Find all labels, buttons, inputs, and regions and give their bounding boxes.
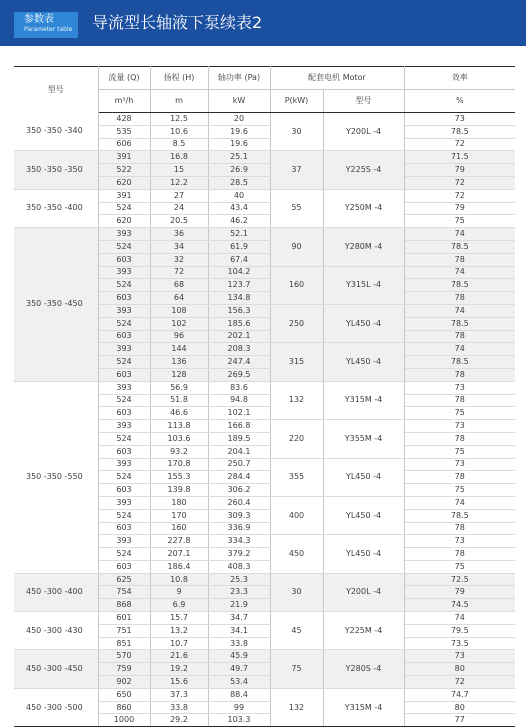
flow-cell: 393 bbox=[98, 266, 150, 279]
efficiency-cell: 78 bbox=[404, 253, 515, 266]
power-cell: 379.2 bbox=[208, 548, 270, 561]
power-cell: 408.3 bbox=[208, 560, 270, 573]
head-cell: 170 bbox=[150, 509, 208, 522]
model-cell: 350 -350 -340 bbox=[14, 113, 98, 151]
head-cell: 34 bbox=[150, 240, 208, 253]
efficiency-cell: 78 bbox=[404, 471, 515, 484]
efficiency-cell: 78.5 bbox=[404, 356, 515, 369]
head-cell: 108 bbox=[150, 304, 208, 317]
efficiency-cell: 72 bbox=[404, 176, 515, 189]
efficiency-cell: 74.7 bbox=[404, 688, 515, 701]
motor-power-cell: 160 bbox=[270, 266, 323, 304]
head-cell: 170.8 bbox=[150, 458, 208, 471]
motor-power-cell: 250 bbox=[270, 304, 323, 342]
flow-cell: 522 bbox=[98, 164, 150, 177]
power-cell: 53.4 bbox=[208, 676, 270, 689]
efficiency-cell: 79 bbox=[404, 202, 515, 215]
col-header-motor: 配套电机 Motor bbox=[270, 67, 404, 90]
table-header-row bbox=[14, 67, 515, 90]
unit-power: kW bbox=[208, 90, 270, 113]
efficiency-cell: 73 bbox=[404, 420, 515, 433]
power-cell: 26.9 bbox=[208, 164, 270, 177]
pump-parameter-table bbox=[14, 66, 515, 727]
col-header-model: 型号 bbox=[14, 67, 98, 113]
efficiency-cell: 78 bbox=[404, 292, 515, 305]
efficiency-cell: 78 bbox=[404, 432, 515, 445]
head-cell: 227.8 bbox=[150, 535, 208, 548]
head-cell: 180 bbox=[150, 496, 208, 509]
head-cell: 13.2 bbox=[150, 624, 208, 637]
efficiency-cell: 72.5 bbox=[404, 573, 515, 586]
efficiency-cell: 74 bbox=[404, 304, 515, 317]
unit-flow: m³/h bbox=[98, 90, 150, 113]
flow-cell: 625 bbox=[98, 573, 150, 586]
motor-power-cell: 90 bbox=[270, 228, 323, 266]
power-cell: 25.1 bbox=[208, 151, 270, 164]
model-cell: 450 -300 -430 bbox=[14, 612, 98, 650]
head-cell: 93.2 bbox=[150, 445, 208, 458]
efficiency-cell: 73.5 bbox=[404, 637, 515, 650]
head-cell: 113.8 bbox=[150, 420, 208, 433]
motor-power-cell: 355 bbox=[270, 458, 323, 496]
efficiency-cell: 75 bbox=[404, 445, 515, 458]
motor-model-cell: YL450 -4 bbox=[323, 343, 404, 381]
power-cell: 247.4 bbox=[208, 356, 270, 369]
efficiency-cell: 72 bbox=[404, 138, 515, 151]
power-cell: 156.3 bbox=[208, 304, 270, 317]
power-cell: 103.3 bbox=[208, 714, 270, 727]
flow-cell: 524 bbox=[98, 202, 150, 215]
power-cell: 189.5 bbox=[208, 432, 270, 445]
model-cell: 450 -300 -500 bbox=[14, 688, 98, 726]
motor-model-cell: Y315M -4 bbox=[323, 688, 404, 726]
table-row bbox=[14, 113, 515, 126]
flow-cell: 603 bbox=[98, 253, 150, 266]
parameter-table-badge bbox=[14, 12, 78, 38]
motor-model-cell: YL450 -4 bbox=[323, 496, 404, 534]
efficiency-cell: 79.5 bbox=[404, 624, 515, 637]
head-cell: 56.9 bbox=[150, 381, 208, 394]
flow-cell: 428 bbox=[98, 113, 150, 126]
head-cell: 36 bbox=[150, 228, 208, 241]
flow-cell: 620 bbox=[98, 176, 150, 189]
power-cell: 83.6 bbox=[208, 381, 270, 394]
efficiency-cell: 74 bbox=[404, 266, 515, 279]
efficiency-cell: 72 bbox=[404, 676, 515, 689]
flow-cell: 601 bbox=[98, 612, 150, 625]
flow-cell: 524 bbox=[98, 356, 150, 369]
motor-power-cell: 132 bbox=[270, 688, 323, 726]
efficiency-cell: 75 bbox=[404, 215, 515, 228]
power-cell: 40 bbox=[208, 189, 270, 202]
power-cell: 260.4 bbox=[208, 496, 270, 509]
power-cell: 61.9 bbox=[208, 240, 270, 253]
power-cell: 94.8 bbox=[208, 394, 270, 407]
flow-cell: 603 bbox=[98, 292, 150, 305]
motor-model-cell: YL450 -4 bbox=[323, 458, 404, 496]
head-cell: 21.6 bbox=[150, 650, 208, 663]
flow-cell: 393 bbox=[98, 381, 150, 394]
power-cell: 336.9 bbox=[208, 522, 270, 535]
head-cell: 10.8 bbox=[150, 573, 208, 586]
motor-model-cell: Y315L -4 bbox=[323, 266, 404, 304]
efficiency-cell: 79 bbox=[404, 586, 515, 599]
header-bar bbox=[0, 0, 526, 46]
power-cell: 202.1 bbox=[208, 330, 270, 343]
efficiency-cell: 73 bbox=[404, 650, 515, 663]
motor-power-cell: 30 bbox=[270, 573, 323, 611]
motor-model-cell: YL450 -4 bbox=[323, 304, 404, 342]
efficiency-cell: 74 bbox=[404, 612, 515, 625]
flow-cell: 391 bbox=[98, 151, 150, 164]
head-cell: 10.6 bbox=[150, 125, 208, 138]
flow-cell: 603 bbox=[98, 368, 150, 381]
efficiency-cell: 78 bbox=[404, 394, 515, 407]
efficiency-cell: 73 bbox=[404, 535, 515, 548]
power-cell: 67.4 bbox=[208, 253, 270, 266]
power-cell: 204.1 bbox=[208, 445, 270, 458]
flow-cell: 524 bbox=[98, 317, 150, 330]
flow-cell: 524 bbox=[98, 394, 150, 407]
model-cell: 350 -350 -400 bbox=[14, 189, 98, 227]
power-cell: 45.9 bbox=[208, 650, 270, 663]
motor-power-cell: 315 bbox=[270, 343, 323, 381]
flow-cell: 570 bbox=[98, 650, 150, 663]
flow-cell: 524 bbox=[98, 548, 150, 561]
power-cell: 102.1 bbox=[208, 407, 270, 420]
power-cell: 185.6 bbox=[208, 317, 270, 330]
power-cell: 20 bbox=[208, 113, 270, 126]
table-row bbox=[14, 612, 515, 625]
head-cell: 37.3 bbox=[150, 688, 208, 701]
col-header-efficiency: 效率 bbox=[404, 67, 515, 90]
power-cell: 21.9 bbox=[208, 599, 270, 612]
flow-cell: 393 bbox=[98, 496, 150, 509]
power-cell: 284.4 bbox=[208, 471, 270, 484]
power-cell: 208.3 bbox=[208, 343, 270, 356]
flow-cell: 603 bbox=[98, 330, 150, 343]
head-cell: 29.2 bbox=[150, 714, 208, 727]
flow-cell: 868 bbox=[98, 599, 150, 612]
flow-cell: 603 bbox=[98, 484, 150, 497]
head-cell: 136 bbox=[150, 356, 208, 369]
efficiency-cell: 73 bbox=[404, 458, 515, 471]
efficiency-cell: 80 bbox=[404, 701, 515, 714]
motor-power-cell: 400 bbox=[270, 496, 323, 534]
flow-cell: 603 bbox=[98, 407, 150, 420]
power-cell: 46.2 bbox=[208, 215, 270, 228]
efficiency-cell: 73 bbox=[404, 113, 515, 126]
power-cell: 104.2 bbox=[208, 266, 270, 279]
power-cell: 43.4 bbox=[208, 202, 270, 215]
table-row bbox=[14, 573, 515, 586]
flow-cell: 606 bbox=[98, 138, 150, 151]
table-row bbox=[14, 650, 515, 663]
efficiency-cell: 80 bbox=[404, 663, 515, 676]
flow-cell: 393 bbox=[98, 420, 150, 433]
efficiency-cell: 78 bbox=[404, 522, 515, 535]
motor-model-cell: Y355M -4 bbox=[323, 420, 404, 458]
head-cell: 8.5 bbox=[150, 138, 208, 151]
efficiency-cell: 79 bbox=[404, 164, 515, 177]
efficiency-cell: 78.5 bbox=[404, 509, 515, 522]
col-header-motor-model: 型号 bbox=[323, 90, 404, 113]
head-cell: 33.8 bbox=[150, 701, 208, 714]
flow-cell: 902 bbox=[98, 676, 150, 689]
motor-power-cell: 220 bbox=[270, 420, 323, 458]
motor-model-cell: Y315M -4 bbox=[323, 381, 404, 419]
efficiency-cell: 78.5 bbox=[404, 240, 515, 253]
efficiency-cell: 78.5 bbox=[404, 125, 515, 138]
head-cell: 10.7 bbox=[150, 637, 208, 650]
power-cell: 28.5 bbox=[208, 176, 270, 189]
flow-cell: 391 bbox=[98, 189, 150, 202]
head-cell: 103.6 bbox=[150, 432, 208, 445]
efficiency-cell: 78.5 bbox=[404, 279, 515, 292]
head-cell: 160 bbox=[150, 522, 208, 535]
efficiency-cell: 75 bbox=[404, 407, 515, 420]
head-cell: 19.2 bbox=[150, 663, 208, 676]
flow-cell: 620 bbox=[98, 215, 150, 228]
efficiency-cell: 71.5 bbox=[404, 151, 515, 164]
model-cell: 350 -350 -350 bbox=[14, 151, 98, 189]
power-cell: 250.7 bbox=[208, 458, 270, 471]
badge-title-cn: 参数表 bbox=[24, 14, 54, 25]
motor-model-cell: Y200L -4 bbox=[323, 113, 404, 151]
motor-model-cell: Y280M -4 bbox=[323, 228, 404, 266]
flow-cell: 393 bbox=[98, 535, 150, 548]
flow-cell: 524 bbox=[98, 279, 150, 292]
motor-model-cell: YL450 -4 bbox=[323, 535, 404, 573]
model-cell: 450 -300 -450 bbox=[14, 650, 98, 688]
head-cell: 27 bbox=[150, 189, 208, 202]
power-cell: 25.3 bbox=[208, 573, 270, 586]
flow-cell: 393 bbox=[98, 458, 150, 471]
flow-cell: 524 bbox=[98, 471, 150, 484]
efficiency-cell: 74 bbox=[404, 228, 515, 241]
head-cell: 144 bbox=[150, 343, 208, 356]
col-header-motor-power: P(kW) bbox=[270, 90, 323, 113]
power-cell: 334.3 bbox=[208, 535, 270, 548]
power-cell: 99 bbox=[208, 701, 270, 714]
head-cell: 96 bbox=[150, 330, 208, 343]
flow-cell: 524 bbox=[98, 240, 150, 253]
motor-power-cell: 37 bbox=[270, 151, 323, 189]
flow-cell: 1000 bbox=[98, 714, 150, 727]
col-header-flow: 流量 (Q) bbox=[98, 67, 150, 90]
head-cell: 51.8 bbox=[150, 394, 208, 407]
flow-cell: 524 bbox=[98, 432, 150, 445]
efficiency-cell: 78 bbox=[404, 368, 515, 381]
flow-cell: 751 bbox=[98, 624, 150, 637]
motor-power-cell: 45 bbox=[270, 612, 323, 650]
power-cell: 49.7 bbox=[208, 663, 270, 676]
efficiency-cell: 77 bbox=[404, 714, 515, 727]
head-cell: 139.8 bbox=[150, 484, 208, 497]
motor-power-cell: 75 bbox=[270, 650, 323, 688]
page-title: 导流型长轴液下泵续表2 bbox=[92, 13, 263, 32]
flow-cell: 393 bbox=[98, 343, 150, 356]
power-cell: 52.1 bbox=[208, 228, 270, 241]
flow-cell: 603 bbox=[98, 445, 150, 458]
head-cell: 128 bbox=[150, 368, 208, 381]
efficiency-cell: 78 bbox=[404, 548, 515, 561]
head-cell: 46.6 bbox=[150, 407, 208, 420]
flow-cell: 393 bbox=[98, 304, 150, 317]
power-cell: 166.8 bbox=[208, 420, 270, 433]
table-row bbox=[14, 151, 515, 164]
head-cell: 102 bbox=[150, 317, 208, 330]
power-cell: 34.1 bbox=[208, 624, 270, 637]
unit-efficiency: % bbox=[404, 90, 515, 113]
efficiency-cell: 73 bbox=[404, 381, 515, 394]
power-cell: 306.2 bbox=[208, 484, 270, 497]
head-cell: 72 bbox=[150, 266, 208, 279]
motor-power-cell: 450 bbox=[270, 535, 323, 573]
model-cell: 350 -350 -550 bbox=[14, 381, 98, 573]
col-header-head: 扬程 (H) bbox=[150, 67, 208, 90]
power-cell: 123.7 bbox=[208, 279, 270, 292]
motor-power-cell: 132 bbox=[270, 381, 323, 419]
head-cell: 207.1 bbox=[150, 548, 208, 561]
flow-cell: 860 bbox=[98, 701, 150, 714]
head-cell: 32 bbox=[150, 253, 208, 266]
flow-cell: 603 bbox=[98, 522, 150, 535]
model-cell: 350 -350 -450 bbox=[14, 228, 98, 382]
motor-model-cell: Y225M -4 bbox=[323, 612, 404, 650]
table-row bbox=[14, 688, 515, 701]
efficiency-cell: 74 bbox=[404, 343, 515, 356]
power-cell: 134.8 bbox=[208, 292, 270, 305]
flow-cell: 603 bbox=[98, 560, 150, 573]
power-cell: 34.7 bbox=[208, 612, 270, 625]
col-header-power: 轴功率 (Pa) bbox=[208, 67, 270, 90]
power-cell: 19.6 bbox=[208, 125, 270, 138]
head-cell: 15.7 bbox=[150, 612, 208, 625]
flow-cell: 393 bbox=[98, 228, 150, 241]
unit-head: m bbox=[150, 90, 208, 113]
parameter-table-container bbox=[14, 66, 515, 727]
motor-model-cell: Y200L -4 bbox=[323, 573, 404, 611]
head-cell: 20.5 bbox=[150, 215, 208, 228]
model-cell: 450 -300 -400 bbox=[14, 573, 98, 611]
motor-power-cell: 30 bbox=[270, 113, 323, 151]
head-cell: 15.6 bbox=[150, 676, 208, 689]
flow-cell: 650 bbox=[98, 688, 150, 701]
power-cell: 33.8 bbox=[208, 637, 270, 650]
table-row bbox=[14, 228, 515, 241]
efficiency-cell: 78.5 bbox=[404, 317, 515, 330]
head-cell: 9 bbox=[150, 586, 208, 599]
head-cell: 68 bbox=[150, 279, 208, 292]
efficiency-cell: 72 bbox=[404, 189, 515, 202]
power-cell: 88.4 bbox=[208, 688, 270, 701]
head-cell: 16.8 bbox=[150, 151, 208, 164]
power-cell: 23.3 bbox=[208, 586, 270, 599]
head-cell: 12.5 bbox=[150, 113, 208, 126]
table-body bbox=[14, 113, 515, 727]
flow-cell: 535 bbox=[98, 125, 150, 138]
head-cell: 155.3 bbox=[150, 471, 208, 484]
motor-power-cell: 55 bbox=[270, 189, 323, 227]
head-cell: 24 bbox=[150, 202, 208, 215]
power-cell: 309.3 bbox=[208, 509, 270, 522]
motor-model-cell: Y280S -4 bbox=[323, 650, 404, 688]
motor-model-cell: Y225S -4 bbox=[323, 151, 404, 189]
head-cell: 64 bbox=[150, 292, 208, 305]
efficiency-cell: 74.5 bbox=[404, 599, 515, 612]
power-cell: 269.5 bbox=[208, 368, 270, 381]
table-row bbox=[14, 381, 515, 394]
badge-title-en: Parameter table bbox=[24, 26, 73, 33]
flow-cell: 759 bbox=[98, 663, 150, 676]
flow-cell: 754 bbox=[98, 586, 150, 599]
efficiency-cell: 78 bbox=[404, 330, 515, 343]
table-row bbox=[14, 189, 515, 202]
head-cell: 12.2 bbox=[150, 176, 208, 189]
flow-cell: 524 bbox=[98, 509, 150, 522]
efficiency-cell: 75 bbox=[404, 560, 515, 573]
head-cell: 15 bbox=[150, 164, 208, 177]
power-cell: 19.6 bbox=[208, 138, 270, 151]
head-cell: 186.4 bbox=[150, 560, 208, 573]
efficiency-cell: 74 bbox=[404, 496, 515, 509]
efficiency-cell: 75 bbox=[404, 484, 515, 497]
flow-cell: 851 bbox=[98, 637, 150, 650]
head-cell: 6.9 bbox=[150, 599, 208, 612]
motor-model-cell: Y250M -4 bbox=[323, 189, 404, 227]
